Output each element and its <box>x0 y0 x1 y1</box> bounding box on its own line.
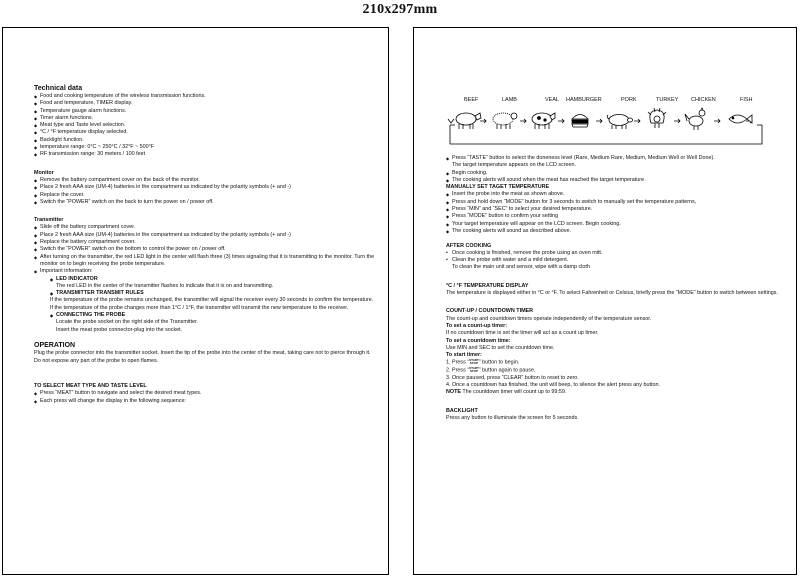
arrow-icon <box>448 119 454 123</box>
important-info <box>34 276 378 334</box>
meat-label: FISH <box>740 97 753 103</box>
tech-data-title: Technical data <box>34 85 83 92</box>
left-page <box>2 27 389 575</box>
transmitter-item: ◆ Important information: <box>34 268 378 275</box>
transmitter-item: ◆ Slide off the battery compartment cover. <box>34 224 378 231</box>
monitor-item: ◆ Place 2 fresh AAA size (UM-4) batteries in the compartment as indicated by the polarity symbols (+ and -) <box>34 184 378 191</box>
meat-label: CHICKEN <box>691 97 716 103</box>
tech-item: ◆ Food and temperature, TIMER display. <box>34 100 378 107</box>
arrow-icon <box>714 119 720 123</box>
left-page-content <box>34 84 378 405</box>
meat-label: LAMB <box>502 97 517 103</box>
countdown-title: To set a countdown time: <box>446 337 511 344</box>
transmit-rules-title: ◆ TRANSMITTER TRANSMIT RULES <box>50 290 378 297</box>
select-meat-item: ◆ Press “MEAT” button to navigate and select the desired meat types. <box>34 390 378 397</box>
meat-sequence-icons <box>446 107 768 151</box>
start-stop-key-icon: START STOP <box>469 366 479 374</box>
manual-item: ◆ The cooking alerts will sound as described above. <box>446 228 786 235</box>
monitor-item: ◆ Switch the “POWER” switch on the back to turn the power on / power off. <box>34 199 378 206</box>
transmit-rules-text: If the temperature of the probe changes more than 1°C / 1°F, the transmitter will transmit the new temperature to the receiver. <box>50 304 349 311</box>
led-indicator-title: ◆ LED INDICATOR <box>50 276 378 283</box>
taste-item: ◆ The cooking alerts will sound when the meat has reached the target temperature. <box>446 177 786 184</box>
meat-label: BEEF <box>464 97 479 103</box>
countdown-text: Use MIN and SEC to set the countdown time. <box>446 344 555 351</box>
lamb-icon <box>493 113 517 129</box>
start-timer-title: To start timer: <box>446 352 482 359</box>
right-page <box>413 27 797 575</box>
taste-item: ◆ Begin cooking. <box>446 170 786 177</box>
tech-item: ◆ °C / °F temperature display selected. <box>34 129 378 136</box>
tech-item: ◆ Temperature gauge alarm functions. <box>34 108 378 115</box>
operation-text: Plug the probe connector into the transmitter socket. Insert the tip of the probe into the center of the meat, taking care not to pierce through it. Do not expose any part of the probe to open flames. <box>34 350 371 364</box>
meat-label: HAMBURGER <box>566 97 602 103</box>
manual-item: ◆ Insert the probe into the meat as shown above. <box>446 191 786 198</box>
monitor-item: ◆ Remove the battery compartment cover on the back of the monitor. <box>34 177 378 184</box>
start-step-3: 3. Once paused, press “CLEAR” button to reset to zero. <box>446 374 579 381</box>
connecting-probe-title: ◆ CONNECTING THE PROBE <box>50 312 378 319</box>
backlight-text: Press any button to illuminate the screen for 5 seconds. <box>446 415 579 422</box>
start-step-2: 2. Press “START STOP” button again to pause, <box>446 366 536 374</box>
arrow-icon <box>558 119 564 123</box>
tech-item: ◆ Meat type and Taste level selection. <box>34 122 378 129</box>
meat-label: TURKEY <box>656 97 679 103</box>
tech-item: ◆ RF transmission range: 30 meters / 100 feet <box>34 151 378 158</box>
beef-icon <box>456 113 481 129</box>
after-cooking-item: • Clean the probe with water and a mild detergent. <box>446 257 786 264</box>
start-step-4: 4. Once a countdown has finished, the unit will beep, to silence the alert press any button. <box>446 382 660 389</box>
tech-item: ◆ Timer alarm functions. <box>34 115 378 122</box>
start-step-1: 1. Press “START STOP” button to begin. <box>446 358 520 366</box>
select-meat-title: TO SELECT MEAT TYPE AND TASTE LEVEL <box>34 383 147 390</box>
right-page-content <box>446 155 786 422</box>
countup-text: If no countdown time is set the timer will act as a count up timer. <box>446 330 599 337</box>
meat-sequence-diagram <box>446 97 766 153</box>
arrow-icon <box>674 119 680 123</box>
transmit-rules-text: If the temperature of the probe remains unchanged, the transmitter will signal the receiver every 30 seconds to confirm the temperature. <box>50 297 374 304</box>
transmitter-item: ◆ Place 2 fresh AAA size (UM-4) batteries in the compartment as indicated by the polarity symbols (+ and -) <box>34 232 378 239</box>
transmitter-item: ◆ Replace the battery compartment cover. <box>34 239 378 246</box>
taste-item: ◆ Press “TASTE” button to select the doneness level (Rare, Medium Rare, Medium, Medium Well or Well Done). <box>446 155 786 162</box>
monitor-title: Monitor <box>34 169 54 176</box>
cf-display-text: The temperature is displayed either in °C or °F. To select Fahrenheit or Celsius, briefly press the “MODE” button to switch between settings. <box>446 290 778 297</box>
meat-labels <box>446 97 766 105</box>
tech-item: ◆ Backlight function. <box>34 137 378 144</box>
page-size-header: 210x297mm <box>362 2 438 17</box>
after-cooking-note: To clean the main unit and sensor, wipe with a damp cloth <box>452 264 590 271</box>
transmitter-item: ◆ After turning on the transmitter, the red LED light in the center will flash three (3) times signaling that it is transmitting to the monitor. Turn the monitor on to begin receiving the probe temperature. <box>34 254 378 269</box>
meat-label: VEAL <box>545 97 560 103</box>
operation-title: OPERATION <box>34 342 76 350</box>
connecting-probe-text: Locate the probe socket on the right side of the Transmitter. <box>56 319 199 326</box>
after-cooking-item: • Once cooking is finished, remove the probe using an oven mitt. <box>446 250 786 257</box>
led-indicator-text: The red LED in the center of the transmitter flashes to indicate that it is on and transmitting. <box>56 282 274 289</box>
tech-item: ◆ temperature range: 0°C ~ 250°C / 32°F ~ 500°F <box>34 144 378 151</box>
monitor-item: ◆ Replace the cover. <box>34 192 378 199</box>
hamburger-icon <box>572 115 588 128</box>
pork-icon <box>607 115 632 130</box>
transmitter-title: Transmitter <box>34 217 64 224</box>
manual-item: ◆ Press and hold down “MODE” button for 3 seconds to switch to manually set the temperature patterns, <box>446 199 786 206</box>
arrow-icon <box>520 119 526 123</box>
taste-note: The target temperature appears on the LCD screen. <box>452 162 577 169</box>
fish-icon <box>729 115 752 123</box>
countup-title: To set a count-up timer: <box>446 322 507 329</box>
arrow-icon <box>480 119 486 123</box>
cf-display-title: °C / °F TEMPERATURE DISPLAY <box>446 282 529 289</box>
select-meat-item: ◆ Each press will change the display in the following sequence: <box>34 398 378 405</box>
turkey-icon <box>648 108 666 128</box>
manual-item: ◆ Your target temperature will appear on the LCD screen. Begin cooking. <box>446 221 786 228</box>
start-stop-key-icon: START STOP <box>469 358 479 366</box>
connecting-probe-text: Insert the meat probe connector-plug into the socket. <box>56 326 183 333</box>
arrow-icon <box>596 119 602 123</box>
manual-set-title: MANUALLY SET TAGET TEMPERATURE <box>446 184 550 191</box>
manual-item: ◆ Press “MODE” button to confirm your setting <box>446 213 786 220</box>
tech-item: ◆ Food and cooking temperature of the wireless transmission functions. <box>34 93 378 100</box>
manual-item: ◆ Press “MIN” and “SEC” to select your desired temperature. <box>446 206 786 213</box>
chicken-icon <box>685 108 705 130</box>
timer-title: COUNT-UP / COUNTDOWN TIMER <box>446 308 534 315</box>
arrow-icon <box>634 119 640 123</box>
meat-label: PORK <box>621 97 637 103</box>
timer-note: NOTE The countdown timer will count up to 99:59. <box>446 389 567 396</box>
backlight-title: BACKLIGHT <box>446 407 478 414</box>
timer-text: The count-up and countdown timers operate independently of the temperature sensor. <box>446 315 652 322</box>
after-cooking-title: AFTER COOKING <box>446 242 492 249</box>
transmitter-item: ◆ Switch the “POWER” switch on the bottom to control the power on / power off. <box>34 246 378 253</box>
veal-icon <box>532 113 555 129</box>
